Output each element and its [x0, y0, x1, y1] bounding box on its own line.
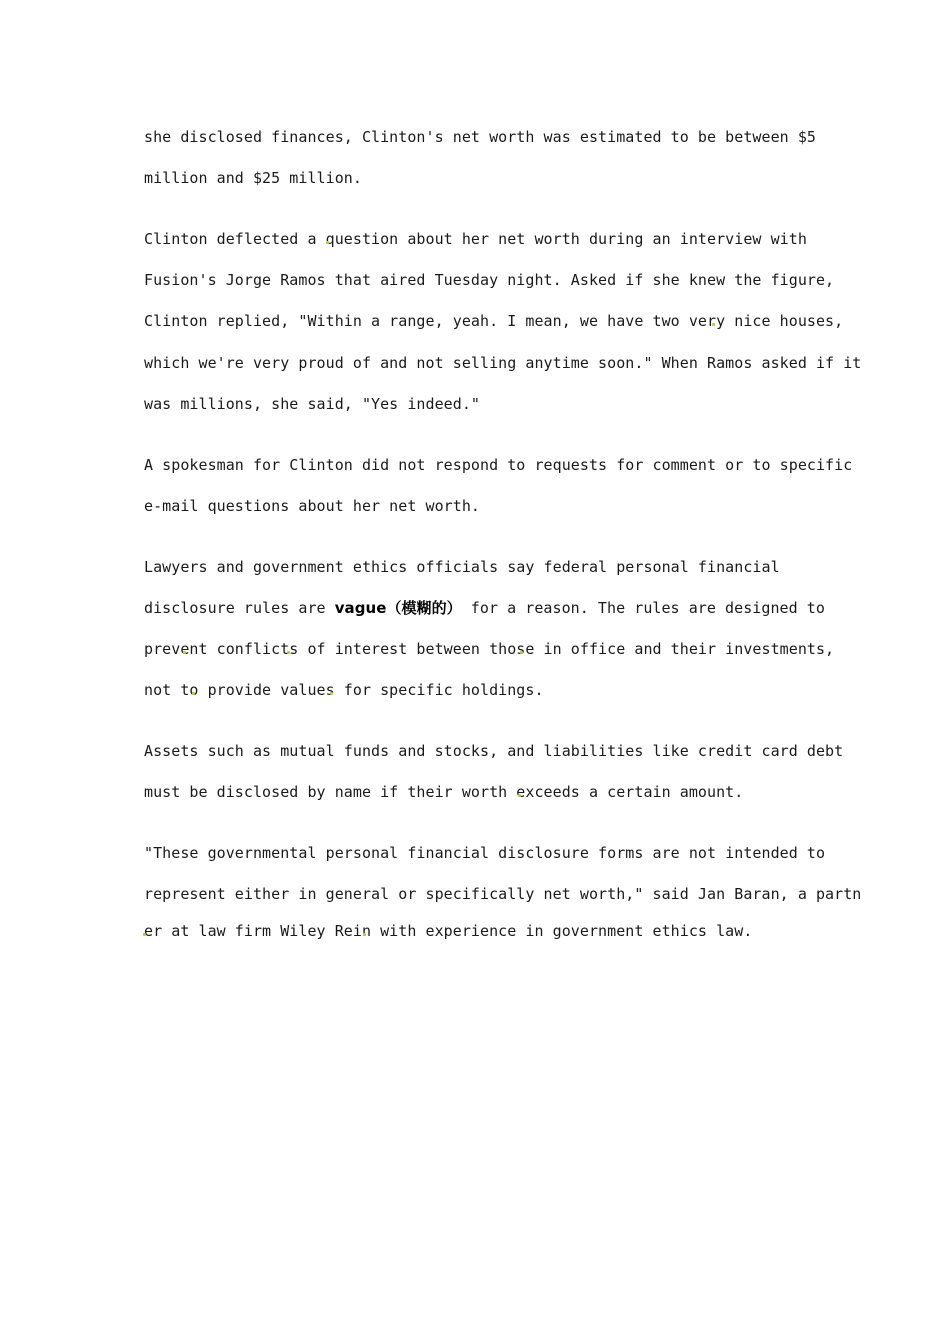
paragraph-5-line-1: Assets such as mutual funds and stocks, and liabilities like credit card debt [144, 742, 844, 760]
paragraph-2-line-4: which we're very proud of and not selling anytime soon." When Ramos asked if it [144, 354, 862, 372]
paragraph-4-line-2-after: for a reason. The rules are designed to [461, 599, 825, 617]
paragraph-1-line-2: million and $25 million. [144, 169, 362, 187]
paragraph-4-line-3: prevent conflicts of interest between those in office and their investments, [144, 640, 835, 658]
paragraph-3-line-1: A spokesman for Clinton did not respond to requests for comment or to specific [144, 456, 853, 474]
paragraph-5-line-2: must be disclosed by name if their worth exceeds a certain amount. [144, 783, 744, 801]
paragraph-2-line-2: Fusion's Jorge Ramos that aired Tuesday night. Asked if she knew the figure, [144, 271, 835, 289]
paragraph-6-line-1: "These governmental personal financial disclosure forms are not intended to [144, 844, 826, 862]
paragraph-4-line-2 [144, 598, 825, 618]
vocabulary-highlight: vague（模糊的） [334, 599, 462, 617]
paragraph-4-line-1: Lawyers and government ethics officials say federal personal financial [144, 558, 780, 576]
paragraph-2-line-5: was millions, she said, "Yes indeed." [144, 395, 480, 413]
paragraph-1-line-1: she disclosed finances, Clinton's net worth was estimated to be between $5 [144, 128, 816, 146]
paragraph-2-line-3: Clinton replied, "Within a range, yeah. I mean, we have two very nice houses, [144, 312, 844, 330]
paragraph-4-line-4: not to provide values for specific holdings. [144, 681, 544, 699]
paragraph-4-line-2-before: disclosure rules are [144, 599, 335, 617]
paragraph-3-line-2: e-mail questions about her net worth. [144, 497, 480, 515]
paragraph-6-line-2: represent either in general or specifically net worth," said Jan Baran, a partn [144, 885, 862, 903]
paragraph-2-line-1: Clinton deflected a question about her net worth during an interview with [144, 230, 807, 248]
paragraph-6-line-3: er at law firm Wiley Rein with experience in government ethics law. [144, 922, 753, 940]
